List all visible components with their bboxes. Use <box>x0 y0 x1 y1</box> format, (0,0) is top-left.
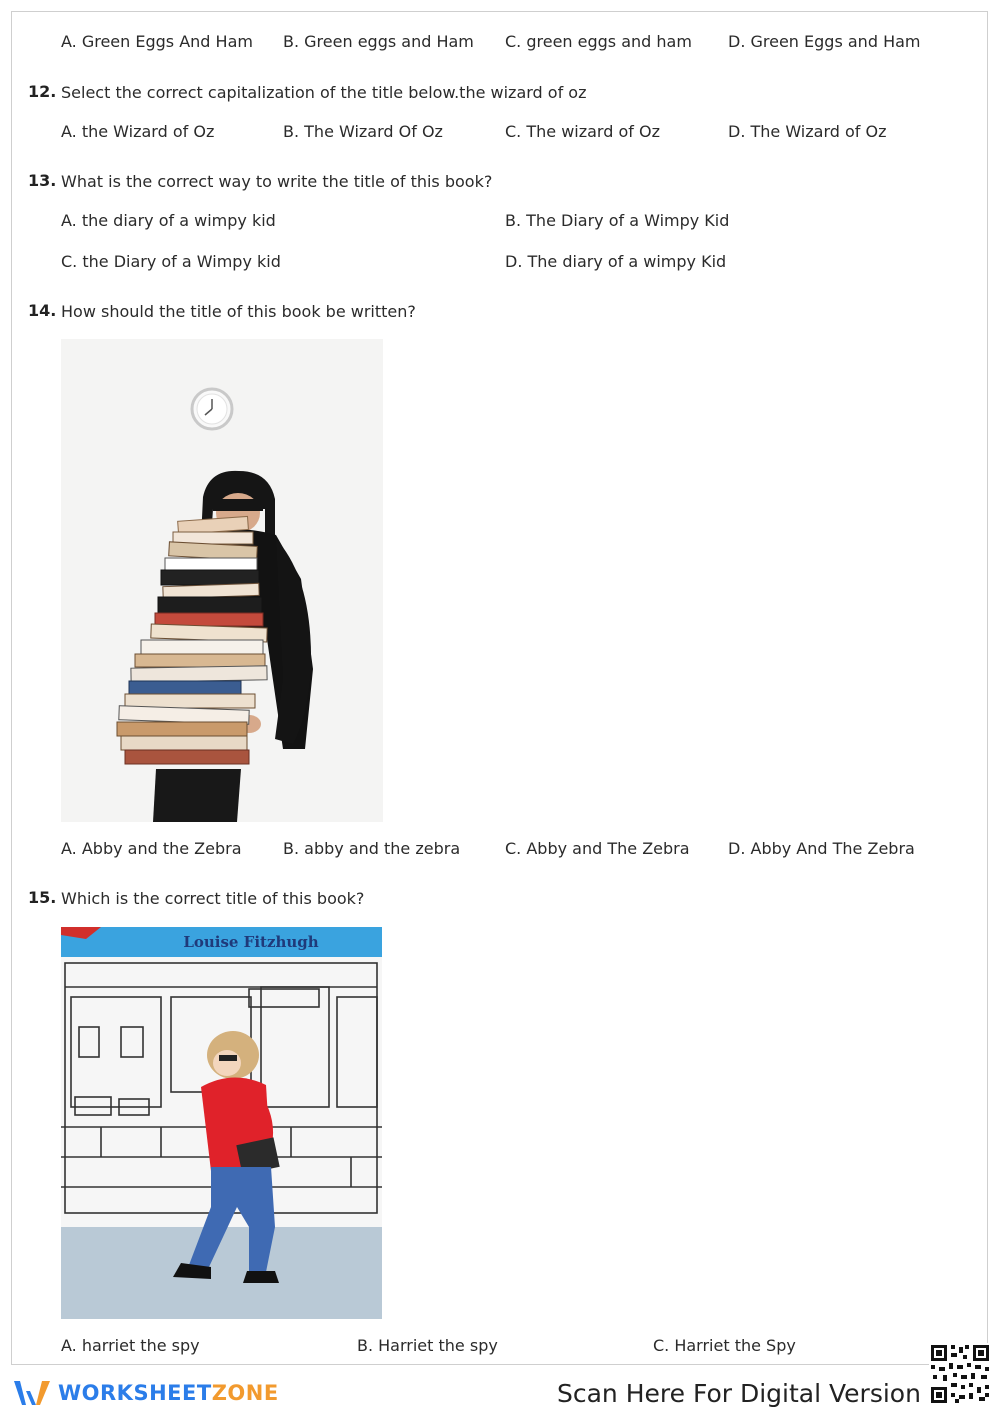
question-number-12: 12. <box>28 82 57 101</box>
option-13d[interactable]: D. The diary of a wimpy Kid <box>505 252 727 271</box>
option-14c[interactable]: C. Abby and The Zebra <box>505 839 690 858</box>
option-11c[interactable]: C. green eggs and ham <box>505 32 692 51</box>
option-12d[interactable]: D. The Wizard of Oz <box>728 122 887 141</box>
question-number-15: 15. <box>28 888 57 907</box>
option-11b[interactable]: B. Green eggs and Ham <box>283 32 474 51</box>
option-11a[interactable]: A. Green Eggs And Ham <box>61 32 253 51</box>
question-text-14: How should the title of this book be written? <box>61 302 416 321</box>
option-15a[interactable]: A. harriet the spy <box>61 1336 200 1355</box>
option-15c[interactable]: C. Harriet the Spy <box>653 1336 796 1355</box>
option-11d[interactable]: D. Green Eggs and Ham <box>728 32 921 51</box>
question-text-13: What is the correct way to write the title of this book? <box>61 172 493 191</box>
option-13b[interactable]: B. The Diary of a Wimpy Kid <box>505 211 730 230</box>
brand-name-part1: WORKSHEET <box>58 1381 212 1405</box>
qr-code-icon[interactable] <box>929 1343 991 1405</box>
question-text-15: Which is the correct title of this book? <box>61 889 365 908</box>
option-13c[interactable]: C. the Diary of a Wimpy kid <box>61 252 281 271</box>
w-logo-icon <box>12 1377 52 1409</box>
question-text-12: Select the correct capitalization of the title below.the wizard of oz <box>61 83 587 102</box>
scan-text: Scan Here For Digital Version <box>557 1379 921 1408</box>
option-12b[interactable]: B. The Wizard Of Oz <box>283 122 443 141</box>
footer-divider <box>11 1364 988 1365</box>
option-15b[interactable]: B. Harriet the spy <box>357 1336 498 1355</box>
photo-person-carrying-books <box>61 339 383 822</box>
option-12a[interactable]: A. the Wizard of Oz <box>61 122 215 141</box>
option-12c[interactable]: C. The wizard of Oz <box>505 122 660 141</box>
question-number-13: 13. <box>28 171 57 190</box>
option-14d[interactable]: D. Abby And The Zebra <box>728 839 915 858</box>
worksheetzone-logo[interactable] <box>12 1376 279 1410</box>
brand-name-part2: ZONE <box>211 1381 279 1405</box>
option-14b[interactable]: B. abby and the zebra <box>283 839 461 858</box>
option-13a[interactable]: A. the diary of a wimpy kid <box>61 211 276 230</box>
cover-author-name: Louise Fitzhugh <box>183 933 319 951</box>
question-number-14: 14. <box>28 301 57 320</box>
option-14a[interactable]: A. Abby and the Zebra <box>61 839 242 858</box>
brand-name <box>58 1381 279 1405</box>
book-cover-harriet <box>61 927 382 1319</box>
